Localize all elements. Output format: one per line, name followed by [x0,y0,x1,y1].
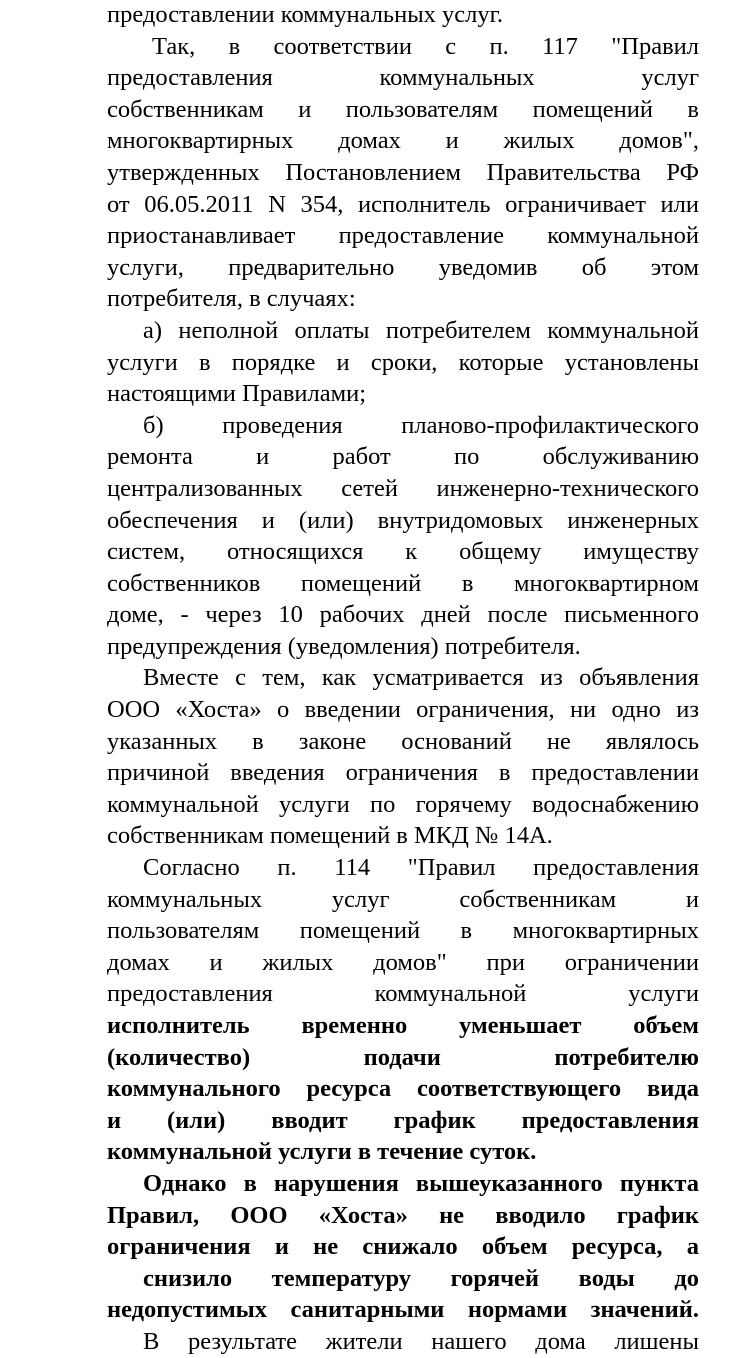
text-line: услуги, предварительно уведомив об этом [107,253,699,281]
text-line: от 06.05.2011 N 354, исполнитель ограничивает или [107,190,699,218]
text-line: собственников помещений в многоквартирном [107,569,699,597]
text-line: обеспечения и (или) внутридомовых инженерных [107,506,699,534]
text-line: коммунальной услуги по горячему водоснабжению [107,790,699,818]
bold-paragraph-start-line: Однако в нарушения вышеуказанного пункта [143,1169,699,1197]
list-item-b-line: б) проведения планово-профилактического [143,411,699,439]
list-item-a-line: а) неполной оплаты потребителем коммунальной [143,316,699,344]
text-line: предоставления коммунальной услуги [107,980,699,1008]
bold-text-line: коммунальной услуги в течение суток. [107,1138,537,1166]
bold-text-line: Правил, ООО «Хоста» не вводило график [107,1201,699,1229]
text-line: настоящими Правилами; [107,380,367,408]
bold-text-line: (количество) подачи потребителю [107,1043,699,1071]
paragraph-start-line: Вместе с тем, как усматривается из объявления [143,664,699,692]
text-line: причиной введения ограничения в предоставлении [107,759,699,787]
bold-text-line: ограничения и не снижало объем ресурса, а [107,1233,699,1261]
text-line: систем, относящихся к общему имуществу [107,538,699,566]
text-line: предупреждения (уведомления) потребителя. [107,632,581,660]
paragraph-start-line: Согласно п. 114 "Правил предоставления [143,854,699,882]
text-line: утвержденных Постановлением Правительства РФ [107,158,699,186]
text-line: приостанавливает предоставление коммунальной [107,222,699,250]
bold-text-line: коммунального ресурса соответствующего вида [107,1075,699,1103]
text-line: услуги в порядке и сроки, которые установлены [107,348,699,376]
text-line: предоставления коммунальных услуг [107,64,699,92]
cut-off-text-line: В результате жители нашего дома лишены [143,1327,699,1355]
bold-text-line: и (или) вводит график предоставления [107,1106,699,1134]
bold-text-line: исполнитель временно уменьшает объем [107,1012,699,1039]
text-line: централизованных сетей инженерно-технического [107,474,699,502]
bold-text-line: недопустимых санитарными нормами значений. [107,1296,699,1324]
paragraph-start-line: Так, в соответствии с п. 117 "Правил [152,32,699,60]
text-line: ремонта и работ по обслуживанию [107,443,699,471]
text-line: ООО «Хоста» о введении ограничения, ни одно из [107,696,699,724]
text-line: пользователям помещений в многоквартирных [107,917,699,945]
text-line: потребителя, в случаях: [107,285,356,313]
document-page [107,0,699,1358]
text-line: предоставлении коммунальных услуг. [107,1,504,28]
bold-text-line: снизило температуру горячей воды до [143,1264,699,1292]
text-line: собственникам помещений в МКД № 14А. [107,822,553,850]
text-line: собственникам и пользователям помещений в [107,95,699,123]
text-line: домах и жилых домов" при ограничении [107,948,699,976]
text-line: коммунальных услуг собственникам и [107,885,699,913]
text-line: многоквартирных домах и жилых домов", [107,127,699,155]
text-line: указанных в законе оснований не являлось [107,727,699,755]
text-line: доме, - через 10 рабочих дней после письменного [107,601,699,629]
